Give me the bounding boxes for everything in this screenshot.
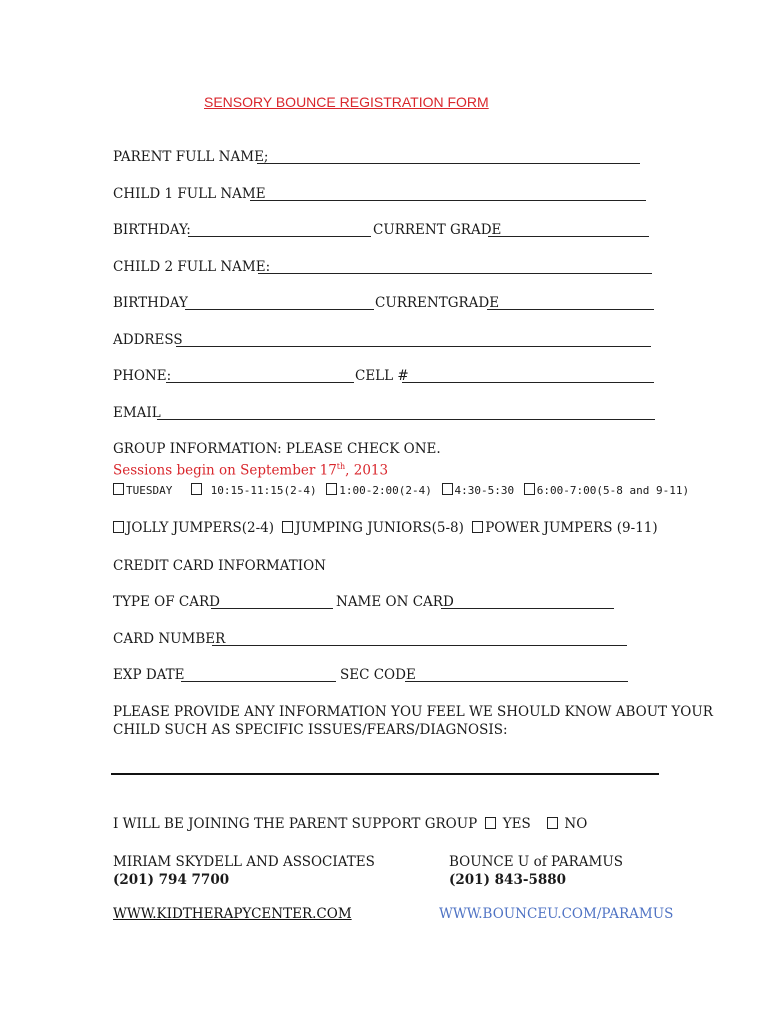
- parent-name-label: PARENT FULL NAME;: [113, 149, 269, 165]
- card-type-field[interactable]: [211, 608, 333, 609]
- cell-field[interactable]: [402, 382, 654, 383]
- child1-name-label: CHILD 1 FULL NAME: [113, 186, 266, 202]
- checkbox-icon[interactable]: [472, 521, 483, 533]
- checkbox-icon[interactable]: [282, 521, 293, 533]
- info-answer-line[interactable]: [111, 773, 659, 775]
- checkbox-icon[interactable]: [113, 521, 124, 533]
- sec-code-label: SEC CODE: [340, 667, 416, 683]
- birthday1-field[interactable]: [188, 236, 371, 237]
- contact-left-phone: (201) 794 7700: [113, 872, 230, 888]
- info-line-1: PLEASE PROVIDE ANY INFORMATION YOU FEEL WE SHOULD KNOW ABOUT YOUR: [113, 704, 713, 720]
- checkbox-icon[interactable]: [191, 483, 202, 495]
- sec-code-field[interactable]: [405, 681, 628, 682]
- email-label: EMAIL: [113, 405, 161, 421]
- name-on-card-label: NAME ON CARD: [336, 594, 454, 610]
- exp-date-field[interactable]: [181, 681, 336, 682]
- info-line-2: CHILD SUCH AS SPECIFIC ISSUES/FEARS/DIAGNOSIS:: [113, 722, 508, 738]
- support-no-option[interactable]: NO: [547, 816, 587, 832]
- checkbox-icon[interactable]: [524, 483, 535, 495]
- grade2-field[interactable]: [487, 309, 654, 310]
- phone-field[interactable]: [166, 382, 354, 383]
- card-number-label: CARD NUMBER: [113, 631, 226, 647]
- exp-date-label: EXP DATE: [113, 667, 185, 683]
- support-yes-option[interactable]: YES: [485, 816, 530, 832]
- birthday2-field[interactable]: [185, 309, 374, 310]
- checkbox-icon[interactable]: [326, 483, 337, 495]
- card-number-field[interactable]: [212, 645, 627, 646]
- credit-heading: CREDIT CARD INFORMATION: [113, 558, 326, 574]
- form-title: SENSORY BOUNCE REGISTRATION FORM: [204, 94, 489, 110]
- child2-name-field[interactable]: [258, 273, 652, 274]
- parent-name-field[interactable]: [257, 163, 640, 164]
- time-options: [113, 483, 689, 497]
- child1-name-field[interactable]: [250, 200, 646, 201]
- time-option-1[interactable]: 10:15-11:15(2-4): [191, 484, 317, 497]
- child2-name-label: CHILD 2 FULL NAME:: [113, 259, 271, 275]
- contact-right-name: BOUNCE U of PARAMUS: [449, 854, 623, 870]
- cell-label: CELL #: [355, 368, 409, 384]
- sessions-note: Sessions begin on September 17th, 2013: [113, 462, 389, 479]
- phone-label: PHONE:: [113, 368, 172, 384]
- email-field[interactable]: [157, 419, 655, 420]
- time-option-2[interactable]: 1:00-2:00(2-4): [326, 484, 432, 497]
- birthday1-label: BIRTHDAY:: [113, 222, 191, 238]
- contact-right-link[interactable]: WWW.BOUNCEU.COM/PARAMUS: [439, 906, 674, 922]
- address-label: ADDRESS: [113, 332, 183, 348]
- grade2-label: CURRENTGRADE: [375, 295, 500, 311]
- checkbox-icon[interactable]: [442, 483, 453, 495]
- checkbox-icon[interactable]: [113, 483, 124, 495]
- jumping-juniors-option[interactable]: JUMPING JUNIORS(5-8): [282, 520, 464, 536]
- contact-left-name: MIRIAM SKYDELL AND ASSOCIATES: [113, 854, 375, 870]
- power-jumpers-option[interactable]: POWER JUMPERS (9-11): [472, 520, 657, 536]
- jolly-jumpers-option[interactable]: JOLLY JUMPERS(2-4): [113, 520, 274, 536]
- time-option-4[interactable]: 6:00-7:00(5-8 and 9-11): [524, 484, 689, 497]
- time-option-3[interactable]: 4:30-5:30: [442, 484, 515, 497]
- address-field[interactable]: [176, 346, 651, 347]
- checkbox-icon[interactable]: [547, 817, 558, 829]
- name-on-card-field[interactable]: [441, 608, 614, 609]
- tuesday-option[interactable]: TUESDAY: [113, 484, 172, 497]
- card-type-label: TYPE OF CARD: [113, 594, 220, 610]
- group-options: [113, 519, 658, 537]
- group-heading: GROUP INFORMATION: PLEASE CHECK ONE.: [113, 441, 441, 457]
- grade1-field[interactable]: [488, 236, 649, 237]
- checkbox-icon[interactable]: [485, 817, 496, 829]
- contact-left-link[interactable]: WWW.KIDTHERAPYCENTER.COM: [113, 906, 352, 922]
- support-group-row: I WILL BE JOINING THE PARENT SUPPORT GROUP YES NO: [113, 816, 588, 832]
- contact-right-phone: (201) 843-5880: [449, 872, 567, 888]
- grade1-label: CURRENT GRADE: [373, 222, 502, 238]
- birthday2-label: BIRTHDAY: [113, 295, 188, 311]
